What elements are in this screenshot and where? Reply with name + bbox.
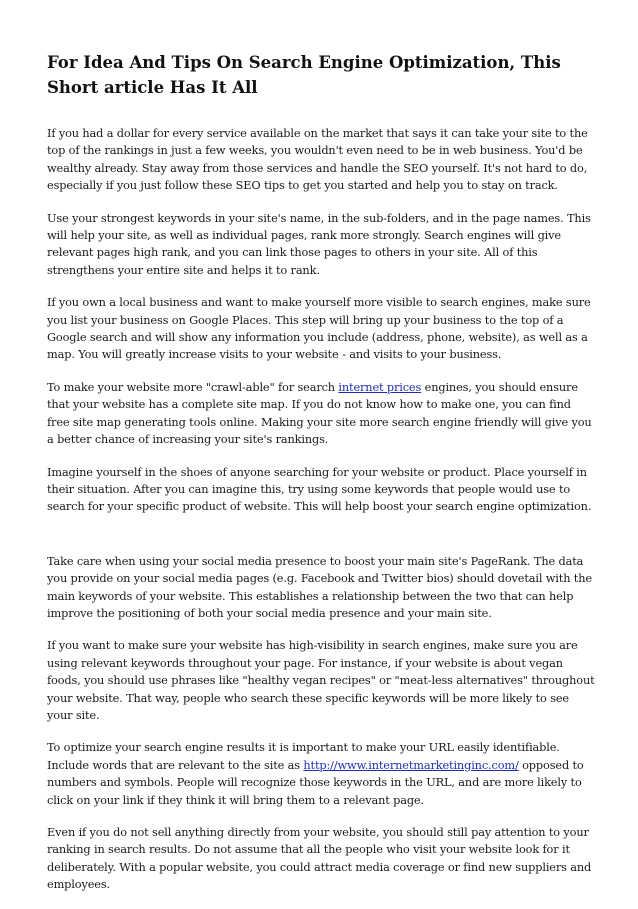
paragraph-1: If you had a dollar for every service available on the market that says it can take your site to the top of the rankings in just a few weeks, you wouldn't even need to be in web business. You'd be wealthy already. Stay away from those services and handle the SEO yourself. It's not hard to do, especially if you just follow these SEO tips to get you started and help you to stay on track. (47, 126, 588, 193)
paragraph-4 (47, 379, 595, 449)
paragraph-9: Even if you do not sell anything directly from your website, you should still pay attention to your ranking in search results. Do not assume that all the people who visit your website look for it deliberately. With a popular website, you could attract media coverage or find new suppliers and employees. (47, 825, 592, 892)
internet-prices-link[interactable]: internet prices (338, 379, 422, 394)
paragraph-6: Take care when using your social media presence to boost your main site's PageRank. The data you provide on your social media pages (e.g. Facebook and Twitter bios) should dovetail with the main keywords of your website. This establishes a relationship between the two that can help improve the positioning of both your social media presence and your main site. (47, 553, 592, 620)
document-page (47, 50, 595, 909)
paragraph-3: If you own a local business and want to make yourself more visible to search engines, make sure you list your business on Google Places. This step will bring up your business to the top of a Google search and will show any information you include (address, phone, website), as well as a map. You will greatly increase visits to your website - and visits to your business. (47, 295, 591, 362)
paragraph-2: Use your strongest keywords in your site's name, in the sub-folders, and in the page names. This will help your site, as well as individual pages, rank more strongly. Search engines will give relevant pages high rank, and you can link those pages to others in your site. All of this strengthens your entire site and helps it to rank. (47, 210, 591, 277)
document-title: For Idea And Tips On Search Engine Optimization, This Short article Has It All (47, 53, 561, 97)
paragraph-5: Imagine yourself in the shoes of anyone searching for your website or product. Place yourself in their situation. After you can imagine this, try using some keywords that people would use to search for your specific product of website. This will help boost your search engine optimization. (47, 464, 592, 514)
paragraph-8-text-after: opposed to numbers and symbols. People will recognize those keywords in the URL, and are more likely to click on your link if they think it will bring them to a relevant page. (47, 757, 584, 807)
paragraph-7: If you want to make sure your website has high-visibility in search engines, make sure you are using relevant keywords throughout your page. For instance, if your website is about vegan foods, you should use phrases like "healthy vegan recipes" or "meat-less alternatives" throughout your website. That way, people who search these specific keywords will be more likely to see your site. (47, 638, 595, 722)
paragraph-4-text-after: engines, you should ensure that your website has a complete site map. If you do not know how to make one, you can find free site map generating tools online. Making your site more search engine friendly will give you a better chance of increasing your site's rankings. (47, 379, 592, 447)
paragraph-4-text-before: To make your website more "crawl-able" for search (47, 379, 339, 394)
internetmarketinginc-url-link[interactable]: http://www.internetmarketinginc.com/ (303, 757, 519, 772)
blank-gap (47, 531, 595, 553)
paragraph-8 (47, 739, 595, 809)
paragraph-8-text-before: To optimize your search engine results it is important to make your URL easily identifiable. Include words that are relevant to the site as (47, 740, 560, 772)
